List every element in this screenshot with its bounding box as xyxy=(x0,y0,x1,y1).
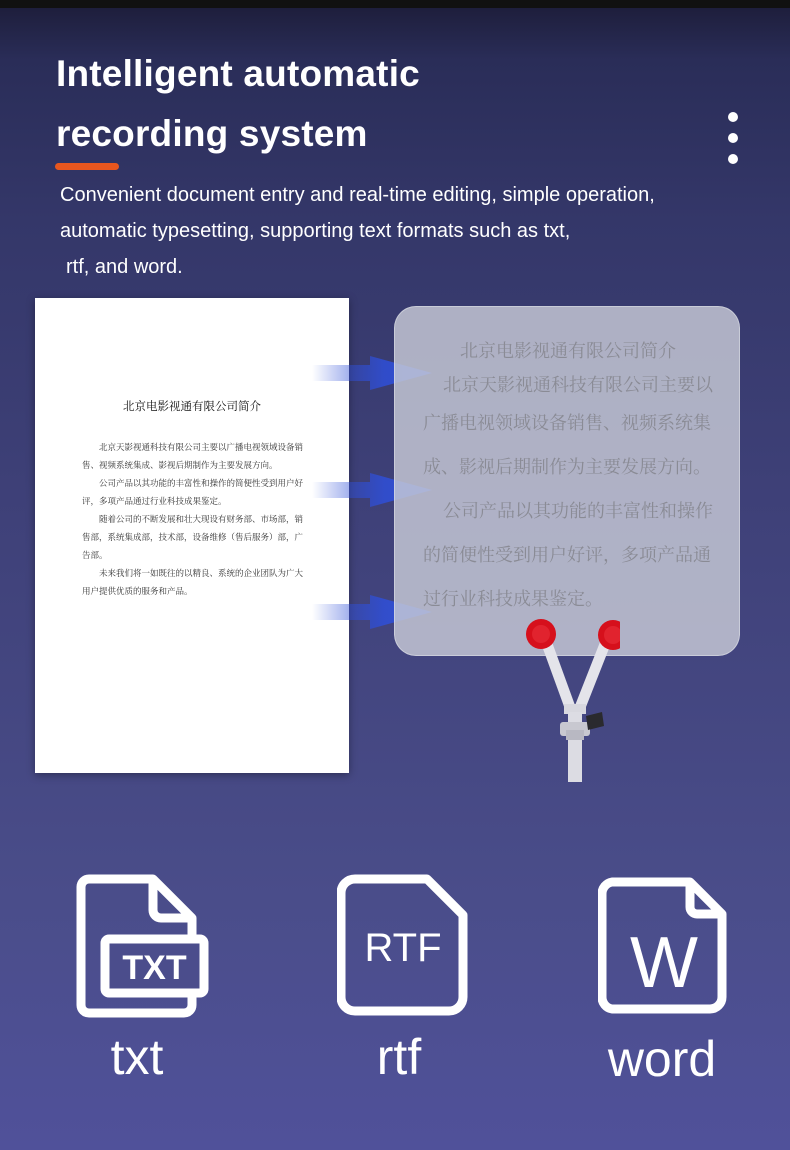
word-icon-text: W xyxy=(630,923,698,1003)
screen-line: 广播电视领域设备销售、视频系统集 xyxy=(423,413,711,433)
screen-text xyxy=(395,333,741,621)
format-label-rtf: rtf xyxy=(376,1029,422,1085)
top-bar xyxy=(0,0,790,8)
rtf-file-icon xyxy=(337,873,469,1019)
screen-line: 的简便性受到用户好评，多项产品通 xyxy=(423,545,711,565)
title-underline xyxy=(55,163,119,170)
title-line-2: recording system xyxy=(56,113,368,154)
description-line-3: rtf, and word. xyxy=(66,256,183,278)
screen-title: 北京电影视通有限公司简介 xyxy=(460,341,676,361)
description-line-1: Convenient document entry and real-time editing, simple operation, xyxy=(60,184,655,206)
document-title: 北京电影视通有限公司简介 xyxy=(123,401,261,413)
description-line-2: automatic typesetting, supporting text formats such as txt, xyxy=(60,220,571,242)
word-file-icon xyxy=(598,877,728,1017)
format-label-word: word xyxy=(607,1031,717,1087)
txt-icon-text: TXT xyxy=(122,949,187,987)
txt-file-icon xyxy=(75,873,210,1019)
screen-line: 过行业科技成果鉴定。 xyxy=(423,589,603,609)
title-line-1: Intelligent automatic xyxy=(56,53,420,94)
screen-line: 北京天影视通科技有限公司主要以 xyxy=(443,375,713,395)
screen-line: 成、影视后期制作为主要发展方向。 xyxy=(423,457,711,477)
more-menu-icon[interactable] xyxy=(726,112,740,166)
screen-line: 公司产品以其功能的丰富性和操作 xyxy=(443,501,713,521)
document-paragraph: 随着公司的不断发展和壮大现设有财务部、市场部，销售部，系统集成部，技术部，设备维修（售后服务）部，广告部。 xyxy=(82,514,304,560)
page-title xyxy=(56,44,420,164)
document-paragraph: 未来我们将一如既往的以精良、系统的企业团队为广大用户提供优质的服务和产品。 xyxy=(82,568,304,596)
teleprompter-stand xyxy=(520,618,620,788)
document-page xyxy=(35,298,349,773)
description xyxy=(60,177,740,285)
format-label-txt: txt xyxy=(110,1029,164,1085)
document-body xyxy=(82,438,308,600)
document-paragraph: 公司产品以其功能的丰富性和操作的简便性受到用户好评，多项产品通过行业科技成果鉴定。 xyxy=(82,478,304,506)
teleprompter-screen xyxy=(394,306,740,656)
document-paragraph: 北京天影视通科技有限公司主要以广播电视领域设备销售、视频系统集成、影视后期制作为主要发展方向。 xyxy=(82,442,304,470)
rtf-icon-text: RTF xyxy=(364,926,442,970)
